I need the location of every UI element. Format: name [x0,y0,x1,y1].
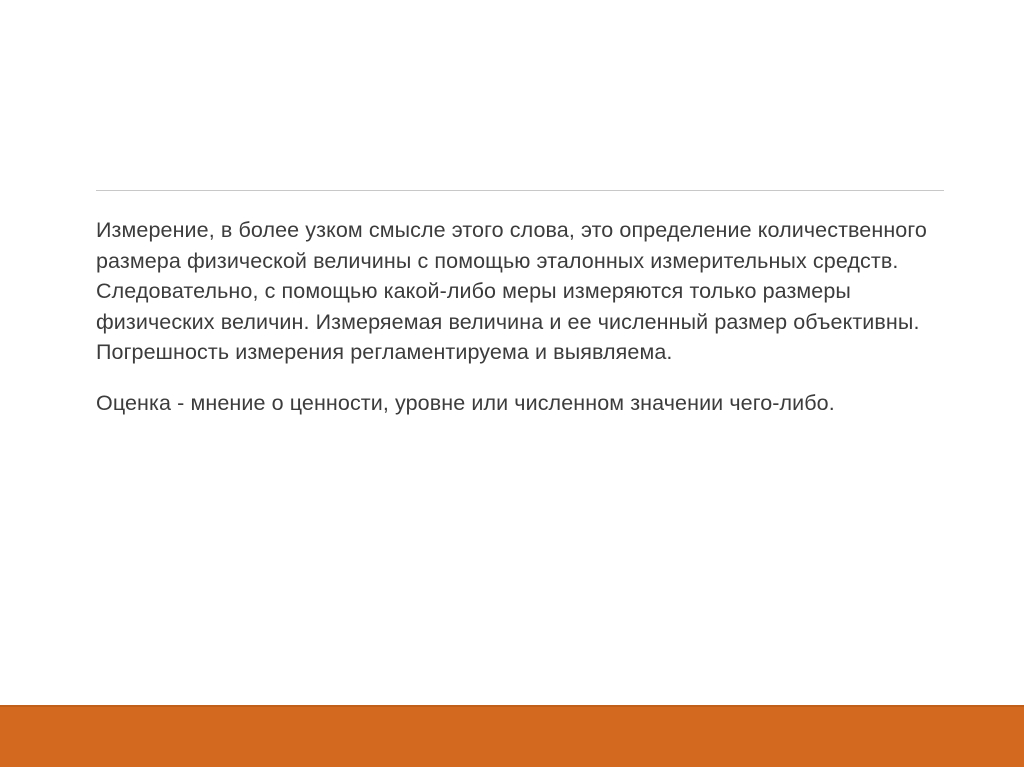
footer-accent-bar [0,705,1024,767]
footer-accent-bar-edge [0,705,1024,707]
content-divider [96,190,944,191]
body-paragraph-2: Оценка - мнение о ценности, уровне или численном значении чего-либо. [96,390,835,415]
body-paragraph-1: Измерение, в более узком смысле этого слова, это определение количественного размера физической величины с помощью эталонных измерительных средств. Следовательно, с помощью какой-либо меры измеряются только размеры физических величин. Измеряемая величина и ее численный размер объективны. Погрешность измерения регламентируема и выявляема. [96,218,927,365]
slide-content [96,190,944,418]
